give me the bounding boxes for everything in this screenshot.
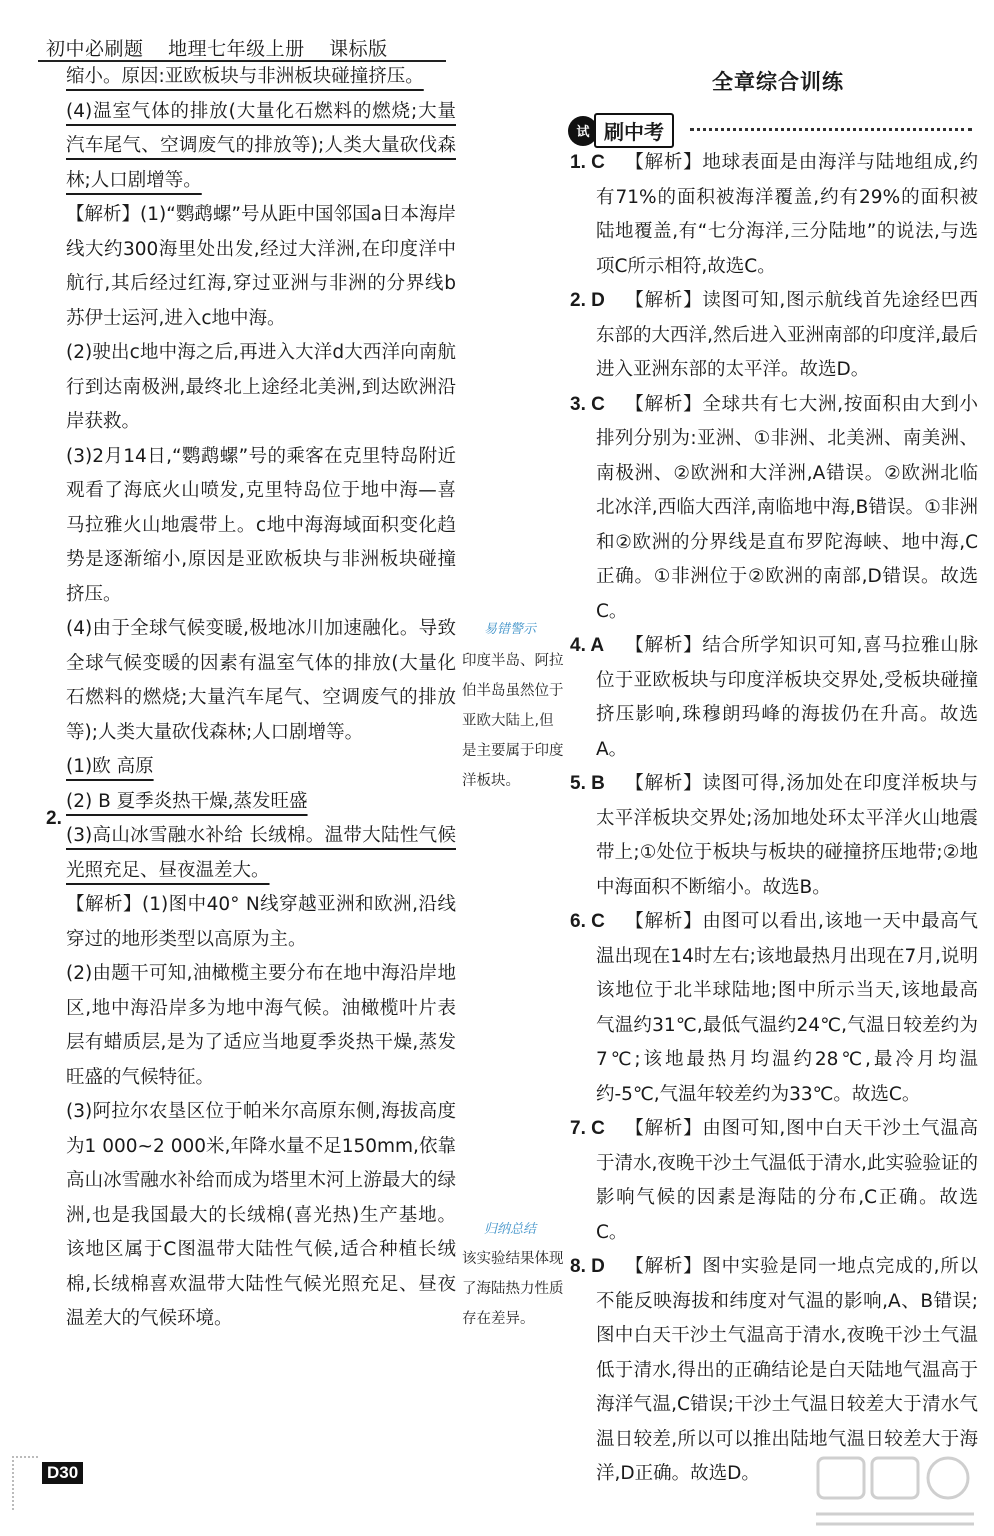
- dotted-divider: [690, 128, 972, 131]
- answer-item-text: 【解析】全球共有七大洲,按面积由大到小排列分别为:亚洲、①非洲、北美洲、南美洲、南极洲、②欧洲和大洋洲,A错误。②欧洲北临北冰洋,西临大西洋,南临地中海,B错误。①非洲和②欧洲的分界线是直布罗陀海峡、地中海,C正确。①非洲位于②欧洲的南部,D错误。故选C。: [596, 393, 978, 622]
- answer-item: [570, 767, 978, 905]
- q1-explanation-1: 【解析】(1)“鹦鹉螺”号从距中国邻国a日本海岸线大约300海里处出发,经过大洋洲,在印度洋中航行,其后经过红海,穿过亚洲与非洲的分界线b苏伊士运河,进入c地中海。: [66, 204, 456, 329]
- header-series: 初中必刷题: [46, 38, 144, 60]
- q2-3-answer: (3)高山冰雪融水补给 长绒棉。温带大陆性气候光照充足、昼夜温差大。: [66, 825, 456, 881]
- q2-number: 2.: [46, 808, 62, 829]
- answer-item: [570, 629, 978, 767]
- page-number: D30: [42, 1462, 83, 1484]
- exam-badge-icon: 试: [568, 116, 598, 146]
- answer-item-number: 2. D: [570, 290, 605, 311]
- answer-item-text: 【解析】结合所学知识可知,喜马拉雅山脉位于亚欧板块与印度洋板块交界处,受板块碰撞挤压影响,珠穆朗玛峰的海拔仍在升高。故选A。: [596, 635, 978, 760]
- left-column: [66, 60, 456, 1337]
- header-edition: 课标版: [329, 38, 388, 60]
- answer-item-number: 4. A: [570, 635, 605, 656]
- answer-item-text: 【解析】图中实验是同一地点完成的,所以不能反映海拔和纬度对气温的影响,A、B错误;图中白天干沙土气温高于清水,夜晚干沙土气温低于清水,得出的正确结论是白天陆地气温高于海洋气温,C错误;干沙土气温日较差大于清水气温日较差,所以可以推出陆地气温日较差大于海洋,D正确。故选D。: [596, 1256, 978, 1484]
- page-corner-mark: [12, 1456, 38, 1510]
- answer-item: [570, 905, 978, 1112]
- side-note-2: 该实验结果体现了海陆热力性质存在差异。: [462, 1251, 564, 1327]
- answer-item: [570, 1112, 978, 1250]
- section-label: 刷中考: [594, 113, 674, 148]
- answer-item-text: 【解析】由图可以看出,该地一天中最高气温出现在14时左右;该地最热月出现在7月,说明该地位于北半球陆地;图中所示当天,该地最高气温约31℃,最低气温约24℃,气温日较差约为7℃;该地最热月均温约28℃,最冷月均温约-5℃,气温年较差约为33℃。故选C。: [596, 911, 978, 1105]
- answer-item-text: 【解析】读图可知,图示航线首先途经巴西东部的大西洋,然后进入亚洲南部的印度洋,最后进入亚洲东部的太平洋。故选D。: [596, 290, 978, 380]
- side-note-1: 印度半岛、阿拉伯半岛虽然位于亚欧大陆上,但是主要属于印度洋板块。: [462, 653, 564, 789]
- answer-item-text: 【解析】读图可得,汤加处在印度洋板块与太平洋板块交界处;汤加地处环太平洋火山地震带上;①处位于板块与板块的碰撞挤压地带;②地中海面积不断缩小。故选B。: [596, 773, 978, 898]
- q1-explanation-3: (3)2月14日,“鹦鹉螺”号的乘客在克里特岛附近观看了海底火山喷发,克里特岛位于地中海—喜马拉雅火山地震带上。c地中海海域面积变化趋势是逐渐缩小,原因是亚欧板块与非洲板块碰撞挤压。: [66, 445, 456, 605]
- section-title: 全章综合训练: [712, 70, 844, 94]
- q1-explanation-2: (2)驶出c地中海之后,再进入大洋d大西洋向南航行到达南极洲,最终北上途经北美洲,到达欧洲沿岸获救。: [66, 342, 456, 432]
- q2-explanation-3: (3)阿拉尔农垦区位于帕米尔高原东侧,海拔高度为1 000~2 000米,年降水量不足150mm,依靠高山冰雪融水补给而成为塔里木河上游最大的绿洲,也是我国最大的长绒棉(喜光热)生产基地。该地区属于C图温带大陆性气候,适合种植长绒棉,长绒棉喜欢温带大陆性气候光照充足、昼夜温差大的气候环境。: [66, 1101, 456, 1329]
- section-brand: [568, 113, 674, 148]
- note-tag-2: 归纳总结: [484, 1222, 537, 1237]
- watermark-logo-icon: [812, 1452, 978, 1530]
- answer-item: [570, 146, 978, 284]
- header-subject: 地理七年级上册: [168, 38, 305, 60]
- q2-explanation-1: 【解析】(1)图中40° N线穿越亚洲和欧洲,沿线穿过的地形类型以高原为主。: [66, 894, 456, 950]
- answer-item-number: 7. C: [570, 1118, 605, 1139]
- answer-item-number: 6. C: [570, 911, 605, 932]
- answer-item: [570, 388, 978, 630]
- right-column: [570, 146, 978, 1492]
- q2-explanation-2: (2)由题干可知,油橄榄主要分布在地中海沿岸地区,地中海沿岸多为地中海气候。油橄榄叶片表层有蜡质层,是为了适应当地夏季炎热干燥,蒸发旺盛的气候特征。: [66, 963, 456, 1088]
- answer-item-text: 【解析】地球表面是由海洋与陆地组成,约有71%的面积被海洋覆盖,约有29%的面积被陆地覆盖,有“七分海洋,三分陆地”的说法,与选项C所示相符,故选C。: [596, 152, 978, 277]
- page-header: [46, 34, 406, 61]
- q2-2-answer: (2) B 夏季炎热干燥,蒸发旺盛: [66, 790, 308, 812]
- answer-item-number: 5. B: [570, 773, 605, 794]
- note-tag-1: 易错警示: [484, 622, 537, 637]
- answer-item: [570, 284, 978, 388]
- q1-4-answer: (4)温室气体的排放(大量化石燃料的燃烧;大量汽车尾气、空调废气的排放等);人类大量砍伐森林;人口剧增等。: [66, 100, 456, 191]
- answer-item-number: 3. C: [570, 393, 605, 415]
- q2-1-answer: (1)欧 高原: [66, 756, 154, 777]
- q1-3-answer-tail: 缩小。原因:亚欧板块与非洲板块碰撞挤压。: [66, 66, 424, 87]
- q1-explanation-4: (4)由于全球气候变暖,极地冰川加速融化。导致全球气候变暖的因素有温室气体的排放(大量化石燃料的燃烧;大量汽车尾气、空调废气的排放等);人类大量砍伐森林;人口剧增等。: [66, 618, 456, 743]
- answer-item-number: 1. C: [570, 152, 605, 173]
- answer-item-text: 【解析】由图可知,图中白天干沙土气温高于清水,夜晚干沙土气温低于清水,此实验验证的影响气候的因素是海陆的分布,C正确。故选C。: [596, 1118, 978, 1243]
- answer-item-number: 8. D: [570, 1256, 605, 1277]
